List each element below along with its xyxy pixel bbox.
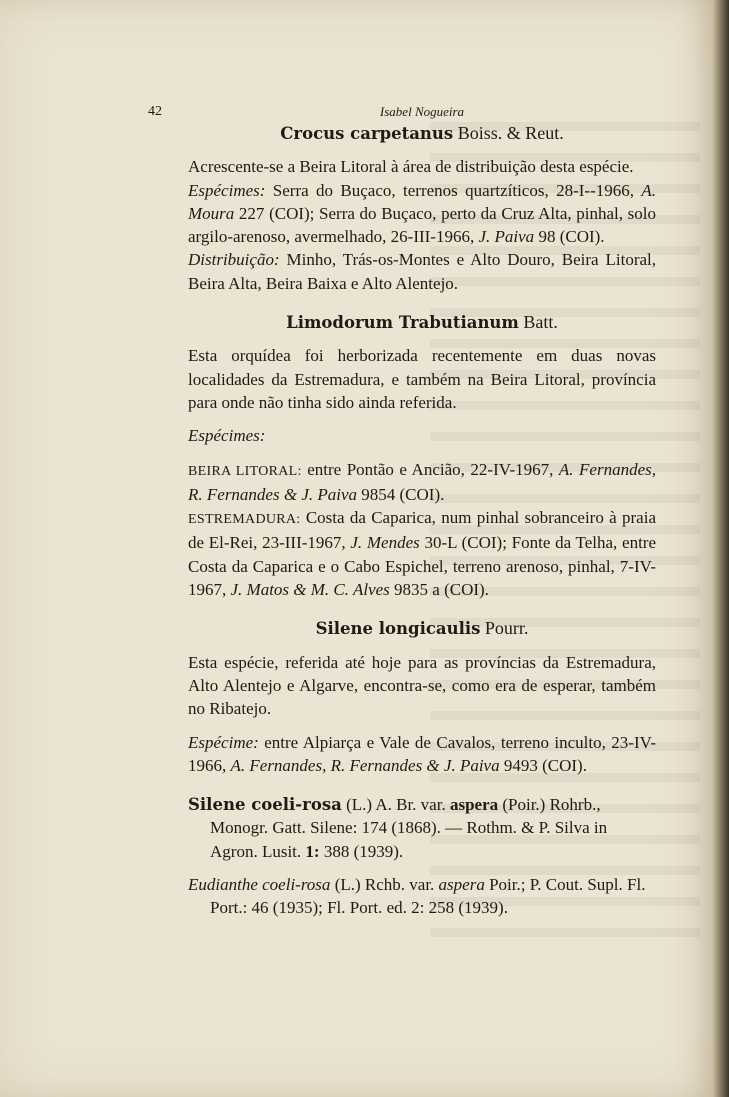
book-spine-edge [712,0,729,1097]
crocus-intro: Acrescente-se a Beira Litoral à área de distribuição desta espécie. [188,157,634,177]
running-head-author: Isabel Nogueira [379,104,465,119]
limodorum-intro: Esta orquídea foi herborizada recentemente em duas novas localidades da Estremadura, e também na Beira Litoral, província para onde não tinha sido ainda referida. [188,346,656,412]
page-number: 42 [148,104,162,119]
limodorum-specimens-label: Espécimes: [188,426,266,446]
crocus-distribution: Distribuição: Minho, Trás-os-Montes e Alto Douro, Beira Litoral, Beira Alta, Beira Baixa e Alto Alentejo. [188,250,656,293]
running-header [148,100,656,122]
heading-crocus: Crocus carpetanus Boiss. & Reut. [280,123,564,143]
crocus-specimens: Espécimes: Serra do Buçaco, terrenos quartzíticos, 28-I--1966, A. Moura 227 (COI); Serra do Buçaco, perto da Cruz Alta, pinhal, solo argilo-arenoso, avermelhado, 26-III-1966, J. Paiva 98 (COI). [188,180,656,247]
limodorum-beira: BEIRA LITORAL: entre Pontão e Ancião, 22-IV-1967, A. Fernandes, R. Fernandes & J. Paiva 9854 (COI). [188,459,656,504]
limodorum-estremadura: ESTREMADURA: Costa da Caparica, num pinhal sobranceiro à praia de El-Rei, 23-III-1967, J. Mendes 30-L (COI); Fonte da Telha, entre Costa da Caparica e o Cabo Espichel, terreno arenoso, pinhal, 7-IV-1967, J. Matos & M. C. Alves 9835 a (COI). [188,508,656,600]
silene-coeli-rosa-entry: Silene coeli-rosa (L.) A. Br. var. aspera (Poir.) Rohrb., Monogr. Gatt. Silene: 174 (1868). — Rothm. & P. Silva in Agron. Lusit. 1: 388 (1939). [188,795,608,861]
silene-longicaulis-specimen: Espécime: entre Alpiarça e Vale de Cavalos, terreno inculto, 23-IV-1966, A. Fernandes, R. Fernandes & J. Paiva 9493 (COI). [188,732,656,775]
eudianthe-synonym: Eudianthe coeli-rosa (L.) Rchb. var. aspera Poir.; P. Cout. Supl. Fl. Port.: 46 (1935); Fl. Port. ed. 2: 258 (1939). [188,875,646,918]
heading-limodorum: Limodorum Trabutianum Batt. [286,312,558,333]
heading-silene-longicaulis: Silene longicaulis Pourr. [315,618,529,639]
page-content [148,100,656,920]
silene-longicaulis-intro: Esta espécie, referida até hoje para as províncias da Estremadura, Alto Alentejo e Algarve, encontra-se, como era de esperar, também no Ribatejo. [188,652,656,719]
